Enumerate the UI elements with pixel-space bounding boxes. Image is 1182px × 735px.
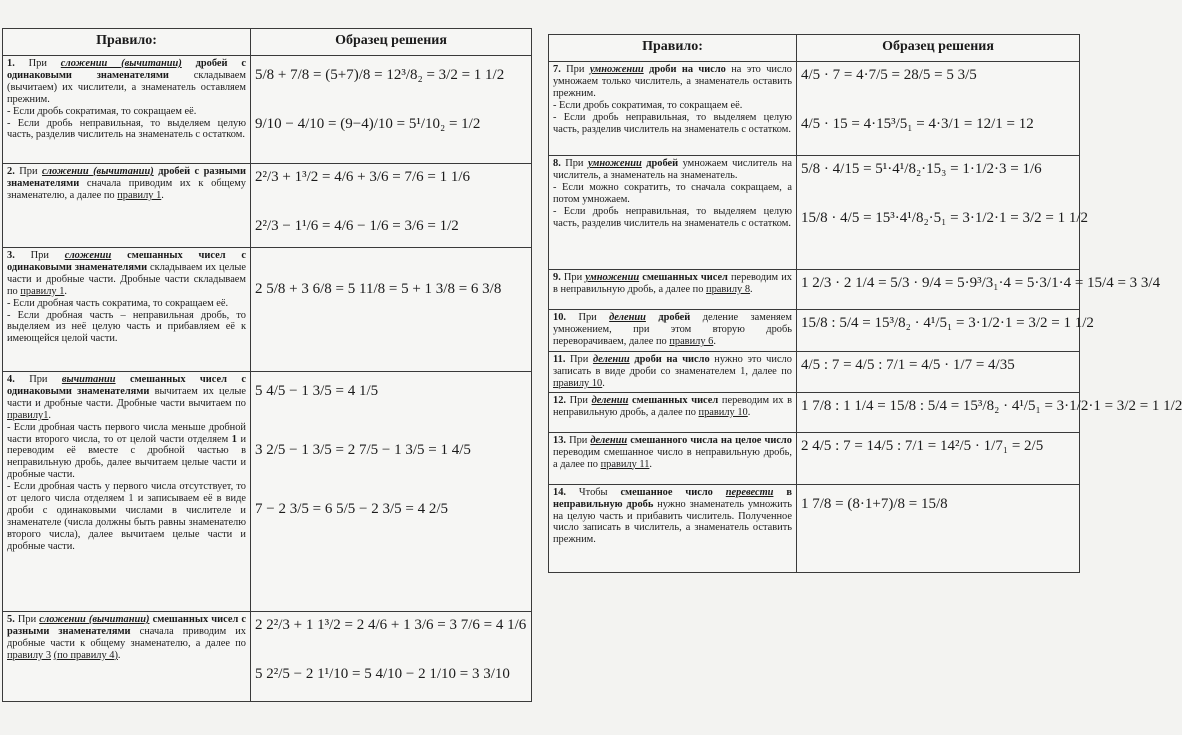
example-line: 2²/3 − 1¹/6 = 4/6 − 1/6 = 3/6 = 1/2 [255, 218, 459, 234]
rule-10: 10. При делении дробей деление заменяем умножением, при этом вторую дробь переворачиваем, далее по правилу 6. [549, 310, 797, 352]
rule-3: 3. При сложении смешанных чисел с одинаковыми знаменателями складываем их целые части и дробные части. Дробные части складываем по правилу 1. - Если дробная часть сократима, то сокращаем её. - Если дробная часть – неправильная дробь, то выделяем из неё целую часть и прибавляем её к имеющейся целой части. [3, 248, 251, 372]
table-row [549, 310, 1080, 352]
rule-5: 5. При сложении (вычитании) смешанных чисел с разными знаменателями сначала приводим их дробные части к общему знаменателю, а далее по правилу 3 (по правилу 4). [3, 612, 251, 702]
example-7 [797, 62, 1080, 156]
rule-link: правилу 1 [20, 285, 65, 297]
example-11 [797, 352, 1080, 393]
table-row [549, 270, 1080, 310]
example-line: 7 − 2 3/5 = 6 5/5 − 2 3/5 = 4 2/5 [255, 501, 449, 517]
table-row [3, 164, 532, 248]
example-line: 2 2²/3 + 1 1³/2 = 2 4/6 + 1 3/6 = 3 7/6 = 4 1/6 [255, 617, 527, 633]
example-line: 1 7/8 : 1 1/4 = 15/8 : 5/4 = 15³/8₂ · 4¹/5₁ = 3·1/2·1 = 3/2 = 1 1/2 [801, 397, 1182, 414]
rule-7: 7. При умножении дроби на число на это число умножаем только числитель, а знаменатель оставить прежним. - Если дробь сократимая, то сокращаем её. - Если дробь неправильная, то выделяем целую часть, разделив числитель на знаменатель с остатком. [549, 62, 797, 156]
example-line: 2²/3 + 1³/2 = 4/6 + 3/6 = 7/6 = 1 1/6 [255, 169, 471, 185]
table-row [549, 432, 1080, 484]
table-row [3, 56, 532, 164]
rule-14: 14. Чтобы смешанное число перевести в неправильную дробь нужно знаменатель умножить на целую часть и прибавить числитель. Полученное число записать в числитель, а знаменатель оставить прежним. [549, 484, 797, 572]
example-line: 1 2/3 · 2 1/4 = 5/3 · 9/4 = 5·9³/3₁·4 = 5·3/1·4 = 15/4 = 3 3/4 [801, 275, 1161, 291]
table-row [3, 372, 532, 612]
rule-link: правилу1 [7, 409, 49, 421]
rule-link: правилу 1 [117, 189, 162, 201]
rule-link: правилу 10 [698, 406, 748, 418]
example-10 [797, 310, 1094, 352]
example-line: 2 4/5 : 7 = 14/5 : 7/1 = 14²/5 · 1/7₁ = 2/5 [801, 437, 1044, 454]
table-row [549, 352, 1080, 393]
example-13 [797, 432, 1080, 484]
example-2 [251, 164, 532, 248]
example-line: 5 4/5 − 1 3/5 = 4 1/5 [255, 383, 379, 399]
rule-link: (по правилу 4) [53, 649, 118, 661]
table-row [549, 156, 1080, 270]
header-rule: Правило: [3, 29, 251, 56]
example-line: 9/10 − 4/10 = (9−4)/10 = 5¹/10₂ = 1/2 [255, 116, 481, 132]
example-line: 2 5/8 + 3 6/8 = 5 11/8 = 5 + 1 3/8 = 6 3/8 [255, 281, 502, 297]
example-line: 4/5 · 7 = 4·7/5 = 28/5 = 5 3/5 [801, 67, 977, 83]
rule-link: правилу 11 [600, 458, 650, 470]
example-line: 4/5 · 15 = 4·15³/5₁ = 4·3/1 = 12/1 = 12 [801, 116, 1034, 132]
table-row [549, 484, 1080, 572]
rule-1: 1. При сложении (вычитании) дробей с одинаковыми знаменателями складываем (вычитаем) их числители, а знаменатель оставляем прежним. - Если дробь сократимая, то сокращаем её. - Если дробь неправильная, то выделяем целую часть, разделив числитель на знаменатель с остатком. [3, 56, 251, 164]
example-line: 3 2/5 − 1 3/5 = 2 7/5 − 1 3/5 = 1 4/5 [255, 442, 471, 458]
example-9 [797, 270, 1161, 310]
example-4 [251, 372, 532, 612]
header-rule: Правило: [549, 35, 797, 62]
rules-table-left [2, 28, 532, 702]
example-8 [797, 156, 1089, 270]
table-row [549, 62, 1080, 156]
example-12 [797, 392, 1182, 432]
rules-table-right [548, 34, 1182, 573]
example-line: 5/8 + 7/8 = (5+7)/8 = 12³/8₂ = 3/2 = 1 1/2 [255, 67, 505, 83]
example-line: 15/8 · 4/5 = 15³·4¹/8₂·5₁ = 3·1/2·1 = 3/2 = 1 1/2 [801, 210, 1089, 226]
rule-12: 12. При делении смешанных чисел переводим их в неправильную дробь, а далее по правилу 10. [549, 392, 797, 432]
example-line: 15/8 : 5/4 = 15³/8₂ · 4¹/5₁ = 3·1/2·1 = 3/2 = 1 1/2 [801, 315, 1094, 331]
rule-link: правилу 10 [553, 377, 603, 389]
example-5 [251, 612, 532, 702]
table-header-row [549, 35, 1080, 62]
example-14 [797, 484, 1080, 572]
header-example: Образец решения [251, 29, 532, 56]
rule-4: 4. При вычитании смешанных чисел с одинаковыми знаменателями вычитаем их целые части и дробные части. Дробные части вычитаем по правилу1. - Если дробная часть первого числа меньше дробной части второго числа, то от целой части отделяем 1 и переводим её вместе с дробной частью в неправильную дробь, далее вычитаем целые части и дробные части. - Если дробная часть у первого числа отсутствует, то от целого числа отделяем 1 и записываем её в виде дроби с одинаковыми числами в числителе и знаменателе (числа должны быть равны знаменателю второго числа), далее вычитаем целые части и дробные части. [3, 372, 251, 612]
example-line: 4/5 : 7 = 4/5 : 7/1 = 4/5 · 1/7 = 4/35 [801, 357, 1015, 373]
rule-link: правилу 3 [7, 649, 52, 661]
example-line: 1 7/8 = (8·1+7)/8 = 15/8 [801, 495, 948, 512]
header-example: Образец решения [797, 35, 1080, 62]
example-line: 5/8 · 4/15 = 5¹·4¹/8₂·15₃ = 1·1/2·3 = 1/6 [801, 161, 1042, 177]
table-header-row [3, 29, 532, 56]
rule-2: 2. При сложении (вычитании) дробей с разными знаменателями сначала приводим их к общему знаменателю, а далее по правилу 1. [3, 164, 251, 248]
rule-link: правилу 8 [706, 283, 751, 295]
rule-link: правилу 6 [669, 335, 714, 347]
table-row [549, 392, 1080, 432]
rule-13: 13. При делении смешанного числа на целое число переводим смешанное число в неправильную дробь, а далее по правилу 11. [549, 432, 797, 484]
rule-11: 11. При делении дроби на число нужно это число записать в виде дроби со знаменателем 1, далее по правилу 10. [549, 352, 797, 393]
rule-9: 9. При умножении смешанных чисел переводим их в неправильную дробь, а далее по правилу 8. [549, 270, 797, 310]
table-row [3, 612, 532, 702]
example-line: 5 2²/5 − 2 1¹/10 = 5 4/10 − 2 1/10 = 3 3/10 [255, 666, 510, 682]
example-1 [251, 56, 532, 164]
rule-8: 8. При умножении дробей умножаем числитель на числитель, а знаменатель на знаменатель. - Если можно сократить, то сначала сокращаем, а потом умножаем. - Если дробь неправильная, то выделяем целую часть, разделив числитель на знаменатель с остатком. [549, 156, 797, 270]
example-3 [251, 248, 532, 372]
table-row [3, 248, 532, 372]
